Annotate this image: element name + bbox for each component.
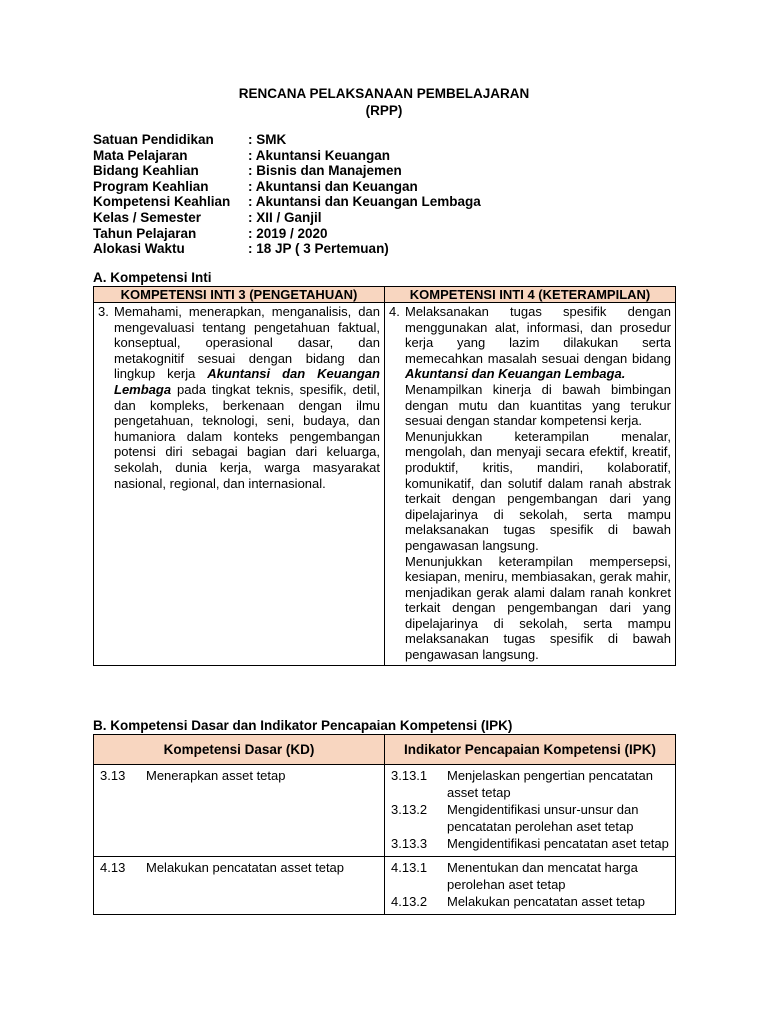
ki3-header: KOMPETENSI INTI 3 (PENGETAHUAN) — [94, 287, 385, 303]
ipk-cell — [385, 857, 676, 915]
info-value: : SMK — [248, 132, 287, 147]
kd-text: Melakukan pencatatan asset tetap — [146, 860, 345, 875]
info-value: : Akuntansi Keuangan — [248, 147, 391, 163]
ki4-text: Melaksanakan tugas spesifik dengan menggunakan alat, informasi, dan prosedur kerja yang lazim dilakukan serta memecahkan masalah sesuai dengan bidang Akuntansi dan Keuangan Lembaga. — [405, 304, 671, 382]
info-row — [93, 179, 481, 195]
list-item — [391, 835, 669, 852]
ipk-text: Melakukan pencatatan asset tetap — [447, 894, 646, 909]
info-label: Mata Pelajaran — [93, 147, 188, 163]
info-value: : 18 JP ( 3 Pertemuan) — [248, 241, 389, 257]
info-row — [93, 132, 481, 148]
info-label: Kelas / Semester — [93, 209, 202, 225]
table-row — [94, 857, 676, 915]
ipk-code: 3.13.3 — [391, 836, 428, 851]
info-label: Program Keahlian — [93, 178, 209, 194]
kd-cell — [94, 765, 385, 857]
ipk-code: 3.13.1 — [391, 768, 428, 783]
list-item — [391, 859, 669, 893]
ipk-code: 4.13.2 — [391, 894, 428, 909]
info-value: : 2019 / 2020 — [248, 225, 328, 241]
list-item — [391, 893, 669, 910]
ipk-text: Mengidentifikasi unsur-unsur dan pencatatan perolehan aset tetap — [447, 802, 639, 834]
section-a-heading: A. Kompetensi Inti — [93, 270, 212, 285]
ki3-text: Memahami, menerapkan, menganalisis, dan mengevaluasi tentang pengetahuan faktual, konseptual, operasional dasar, dan metakognitif sesuai dengan bidang dan lingkup kerja Akuntansi dan Keuangan Lembaga pada tingkat teknis, spesifik, detil, dan kompleks, berkenaan dengan ilmu pengetahuan, teknologi, seni, budaya, dan humaniora dalam konteks pengembangan potensi diri sebagai bagian dari keluarga, sekolah, dunia kerja, warga masyarakat nasional, regional, dan internasional. — [114, 304, 380, 491]
ipk-code: 4.13.1 — [391, 860, 428, 875]
info-label: Alokasi Waktu — [93, 241, 185, 257]
list-item — [391, 767, 669, 801]
info-row — [93, 226, 481, 242]
info-row — [93, 163, 481, 179]
info-value: : Akuntansi dan Keuangan Lembaga — [248, 194, 481, 210]
ki4-paragraph-4: Menunjukkan keterampilan mempersepsi, kesiapan, meniru, membiasakan, gerak mahir, menjadikan gerak alami dalam ranah konkret terkait dengan pengembangan dari yang dipelajarinya di sekolah, serta mampu melaksanakan tugas spesifik di bawah pengawasan langsung. — [405, 553, 671, 663]
section-b-heading: B. Kompetensi Dasar dan Indikator Pencapaian Kompetensi (IPK) — [93, 718, 513, 733]
document-subtitle: (RPP) — [365, 103, 403, 118]
info-row — [93, 210, 481, 226]
info-value: : Bisnis dan Manajemen — [248, 163, 402, 179]
info-value: : XII / Ganjil — [248, 209, 322, 225]
kd-text: Menerapkan asset tetap — [146, 768, 286, 783]
info-row — [93, 194, 481, 210]
kd-cell — [94, 857, 385, 915]
kompetensi-inti-table — [93, 286, 676, 666]
ki4-header: KOMPETENSI INTI 4 (KETERAMPILAN) — [385, 287, 676, 303]
ki3-number: 3. — [98, 304, 109, 319]
info-label: Kompetensi Keahlian — [93, 194, 231, 210]
ipk-code: 3.13.2 — [391, 802, 428, 817]
kd-code: 4.13 — [100, 860, 126, 875]
info-label: Bidang Keahlian — [93, 163, 199, 179]
ki4-paragraph-3: Menunjukkan keterampilan menalar, mengolah, dan menyaji secara efektif, kreatif, produktif, kritis, mandiri, kolaboratif, komunikatif, dan solutif dalam ranah abstrak terkait dengan pengembangan dari yang dipelajarinya di sekolah, serta mampu melaksanakan tugas spesifik di bawah pengawasan langsung. — [405, 428, 671, 553]
info-value: : Akuntansi dan Keuangan — [248, 178, 418, 194]
ipk-header: Indikator Pencapaian Kompetensi (IPK) — [385, 735, 676, 765]
ipk-cell — [385, 765, 676, 857]
ipk-text: Menentukan dan mencatat harga perolehan aset tetap — [447, 860, 638, 892]
ki3-cell — [94, 303, 385, 666]
ki4-number: 4. — [389, 304, 400, 319]
ipk-text: Menjelaskan pengertian pencatatan asset tetap — [447, 768, 653, 800]
kd-code: 3.13 — [100, 768, 126, 783]
list-item — [391, 801, 669, 835]
ki4-paragraph-2: Menampilkan kinerja di bawah bimbingan dengan mutu dan kuantitas yang terukur sesuai dengan standar kompetensi kerja. — [405, 381, 671, 429]
ipk-text: Mengidentifikasi pencatatan aset tetap — [447, 836, 669, 851]
table-row — [94, 765, 676, 857]
ki3-emphasis: Akuntansi dan Keuangan Lembaga — [114, 366, 380, 397]
info-label: Tahun Pelajaran — [93, 225, 197, 241]
ki4-emphasis: Akuntansi dan Keuangan Lembaga. — [405, 366, 626, 382]
info-row — [93, 241, 481, 257]
info-label: Satuan Pendidikan — [93, 132, 214, 147]
document-title: RENCANA PELAKSANAAN PEMBELAJARAN — [238, 86, 530, 101]
kd-ipk-table — [93, 734, 676, 915]
kd-header: Kompetensi Dasar (KD) — [94, 735, 385, 765]
identity-block — [93, 132, 481, 257]
info-row — [93, 148, 481, 164]
ki4-cell — [385, 303, 676, 666]
